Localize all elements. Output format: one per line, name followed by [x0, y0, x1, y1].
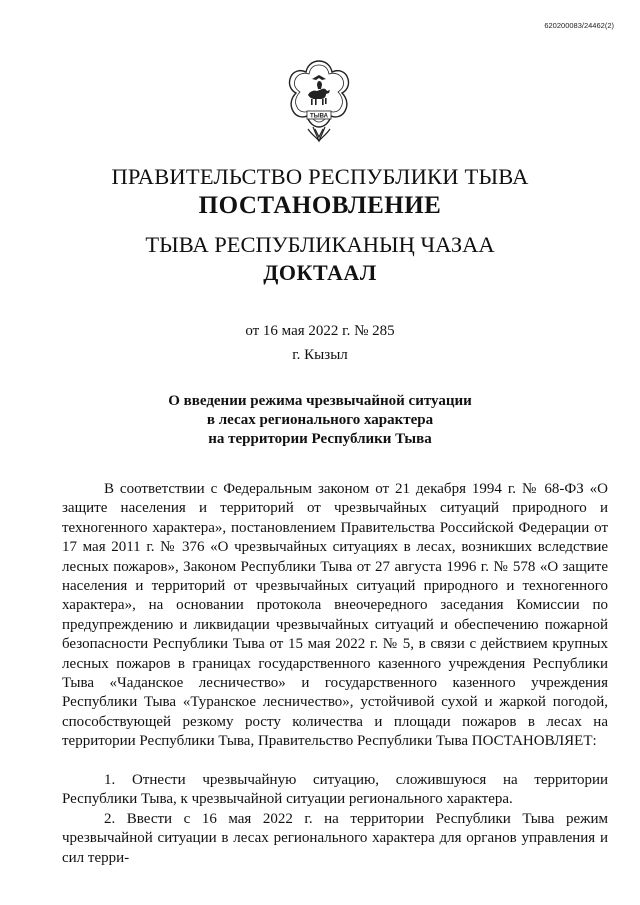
document-city: г. Кызыл: [292, 347, 348, 363]
document-id: 620200083/24462(2): [544, 21, 614, 30]
document-type-ru: ПОСТАНОВЛЕНИЕ: [198, 192, 442, 219]
document-title: [0, 392, 640, 449]
title-line: в лесах регионального характера: [206, 412, 434, 428]
tuva-coat-of-arms-icon: [282, 55, 356, 145]
government-name-ru: ПРАВИТЕЛЬСТВО РЕСПУБЛИКИ ТЫВА: [111, 164, 529, 189]
title-line: О введении режима чрезвычайной ситуации: [168, 393, 472, 409]
emblem: [282, 55, 356, 145]
clause-2-paragraph: 2. Ввести с 16 мая 2022 г. на территории Республики Тыва режим чрезвычайной ситуации в лесах регионального характера для органов управления и сил терри-: [62, 810, 608, 866]
document-date: от 16 мая 2022 г. № 285: [245, 323, 395, 339]
document-type-tv: ДОКТААЛ: [263, 260, 377, 285]
document-body: [62, 480, 608, 868]
emblem-inscription: ТЫВА: [310, 113, 328, 120]
preamble-paragraph: В соответствии с Федеральным законом от 21 декабря 1994 г. № 68-ФЗ «О защите населения и территорий от чрезвычайных ситуаций природного и техногенного характера», постановлением Правительства Российской Федерации от 17 мая 2011 г. № 376 «О чрезвычайных ситуациях в лесах, возникших вследствие лесных пожаров», Законом Республики Тыва от 27 августа 1996 г. № 578 «О защите населения и территорий от чрезвычайных ситуаций природного и техногенного характера», на основании протокола внеочередного заседания Комиссии по предупреждению и ликвидации чрезвычайных ситуаций и обеспечению пожарной безопасности Республики Тыва от 15 мая 2022 г. № 5, в связи с действием крупных лесных пожаров в границах государственного казенного учреждения Республики Тыва «Чаданское лесничество» и государственного казенного учреждения Республики Тыва «Туранское лесничество», устойчивой сухой и жаркой погодой, способствующей резкому росту количества и площади пожаров в лесах на территории Республики Тыва, Правительство Республики Тыва ПОСТАНОВЛЯЕТ:: [62, 481, 608, 750]
government-name-tv: ТЫВА РЕСПУБЛИКАНЫҢ ЧАЗАА: [145, 232, 495, 257]
title-line: на территории Республики Тыва: [208, 431, 432, 447]
clause-1-paragraph: 1. Отнести чрезвычайную ситуацию, сложившуюся на территории Республики Тыва, к чрезвычайной ситуации регионального характера.: [62, 772, 608, 808]
